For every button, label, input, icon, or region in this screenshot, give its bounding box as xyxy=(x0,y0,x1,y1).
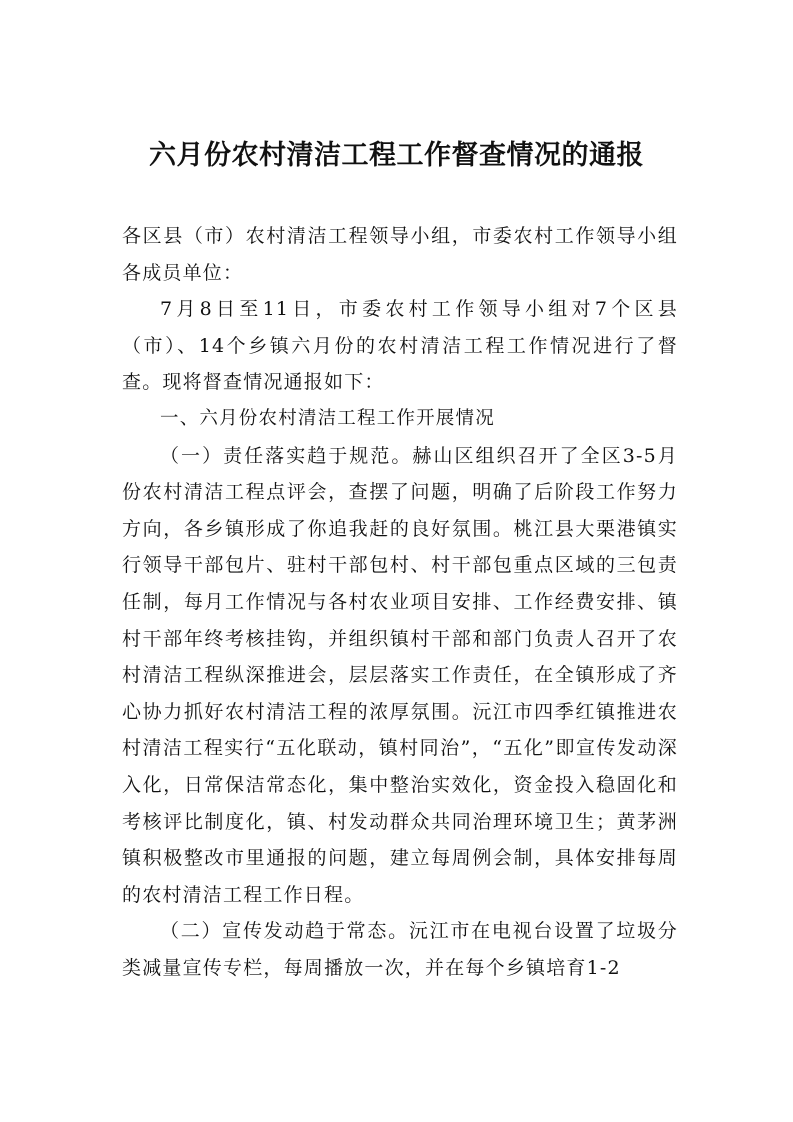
document-title: 六月份农村清洁工程工作督查情况的通报 xyxy=(149,140,644,171)
salutation: 各区县（市）农村清洁工程领导小组，市委农村工作领导小组各成员单位： xyxy=(122,225,678,284)
section-heading: 一、六月份农村清洁工程工作开展情况 xyxy=(160,407,495,429)
document-body xyxy=(122,218,678,986)
intro-paragraph: 7月8日至11日，市委农村工作领导小组对7个区县（市）、14个乡镇六月份的农村清洁工程工作情况进行了督查。现将督查情况通报如下： xyxy=(122,298,678,394)
paragraph-publicity: （二）宣传发动趋于常态。沅江市在电视台设置了垃圾分类减量宣传专栏，每周播放一次，并在每个乡镇培育1-2 xyxy=(122,920,678,979)
paragraph-responsibility: （一）责任落实趋于规范。赫山区组织召开了全区3-5月份农村清洁工程点评会，查摆了问题，明确了后阶段工作努力方向，各乡镇形成了你追我赶的良好氛围。桃江县大栗港镇实行领导干部包片、驻村干部包村、村干部包重点区域的三包责任制，每月工作情况与各村农业项目安排、工作经费安排、镇村干部年终考核挂钩，并组织镇村干部和部门负责人召开了农村清洁工程纵深推进会，层层落实工作责任，在全镇形成了齐心协力抓好农村清洁工程的浓厚氛围。沅江市四季红镇推进农村清洁工程实行“五化联动，镇村同治”，“五化”即宣传发动深入化，日常保洁常态化，集中整治实效化，资金投入稳固化和考核评比制度化，镇、村发动群众共同治理环境卫生；黄茅洲镇积极整改市里通报的问题，建立每周例会制，具体安排每周的农村清洁工程工作日程。 xyxy=(122,444,678,906)
